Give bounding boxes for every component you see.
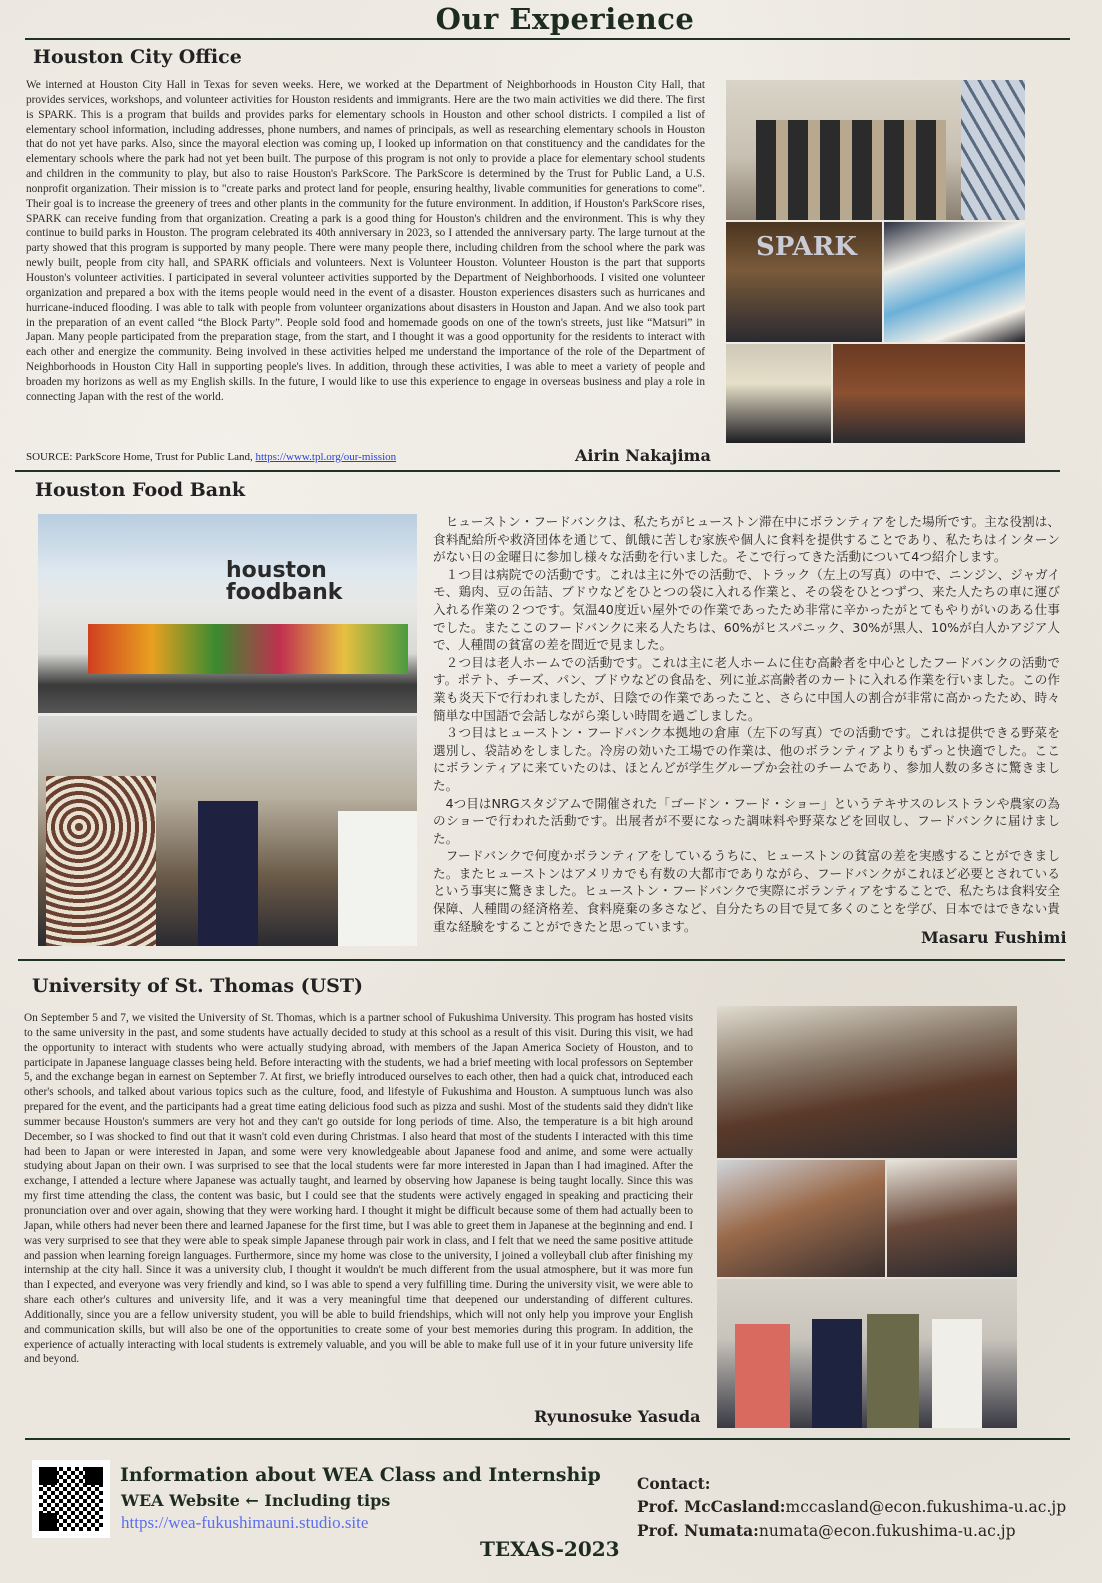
author-signature: Masaru Fushimi xyxy=(921,928,1067,947)
photo-ust-lunch xyxy=(717,1006,1017,1158)
food-bank-paragraph: ヒューストン・フードバンクは、私たちがヒューストン滞在中にボランティアをした場所です。主な役割は、食料配給所や救済団体を通じて、飢餓に苦しむ家族や個人に食料を提供することであり、私たちはインターンがない日の金曜日に参加し様々な活動を行いました。そこで行ってきた活動について4つ紹介します。 xyxy=(433,514,1060,565)
author-signature: Airin Nakajima xyxy=(575,446,711,465)
photo-volunteer-office xyxy=(726,344,831,443)
website-label: WEA Website ← Including tips xyxy=(121,1491,391,1510)
footer-divider xyxy=(25,1438,1070,1440)
author-signature: Ryunosuke Yasuda xyxy=(534,1407,701,1426)
section-heading-food-bank: Houston Food Bank xyxy=(35,479,246,501)
photo-food-bank-warehouse xyxy=(38,716,417,946)
contact-row xyxy=(637,1495,1066,1519)
section-heading-ust: University of St. Thomas (UST) xyxy=(32,975,364,997)
ust-body: On September 5 and 7, we visited the University of St. Thomas, which is a partner school of Fukushima University. This program has hosted visits to the same university in the past, and some students have actually decided to study at this school as a result of this visit. During this visit, we had the opportunity to interact with students who were actually studying abroad, with members of the Japan America Society of Houston, and to participate in Japanese language classes being held. Before interacting with the students, we had a brief meeting with local professors on September 5, and the exchange began in earnest on September 7. At first, we briefly introduced ourselves to each other, then had a quick chat, introduced each other's schools, and talked about various topics such as the culture, food, and lifestyle of Fukushima and Houston. A sumptuous lunch was also prepared for the event, and the participants had a great time eating delicious food such as pizza and sushi. Most of the students said they didn't like summer because Houston's summers are very hot and they can't go outside for long periods of time. Also, the temperature is a bit high around December, so I was shocked to find out that it wasn't cold even during Christmas. I also heard that most of the students I interacted with this time had been to Japan or were interested in Japan, and some were very knowledgeable about Japanese food and anime, and some were actually studying about Japan on their own. I was surprised to see that the local students were far more interested in Japan than I had imagined. After the exchange, I attended a lecture where Japanese was actually taught, and learned by observing how Japanese is being taught locally. Since this was my first time attending the class, the content was basic, but I could see that the students were actively engaged in speaking and practicing their pronunciation over and over again, showing that they were working hard. I thought it might be difficult because some of them had actually been to Japan, while others had never been there and learned Japanese for the first time, but I was able to greet them in Japanese at the beginning and end. I was very surprised to see that they were able to speak simple Japanese through pair work in class, and I felt that we need the same positive attitude and passion when learning foreign languages. Furthermore, since my home was close to the university, I joined a volleyball club after finishing my internship at the city hall. Since it was a university club, I thought it wouldn't be much different from the usual atmosphere, but it was more fun than I expected, and everyone was very friendly and kind, so I was able to spend a very fulfilling time. During the university visit, we were able to share each other's cultures and university life, and it was a very meaningful time that deepened our understanding of different cultures. Additionally, since you are a fellow university student, you will be able to build friendships, which will not only help you improve your English and communication skills, but will also be one of the opportunities to create some of your best memories during this program. In addition, the experience of actually interacting with local students is extremely valuable, and you will be able to make full use of it in your future university life and beyond. xyxy=(24,1012,693,1366)
photo-ust-group xyxy=(717,1279,1017,1428)
section-divider xyxy=(18,959,1065,961)
poster-title: Our Experience xyxy=(435,2,695,36)
contact-label: Contact: xyxy=(637,1474,711,1493)
contact-name: Prof. McCasland: xyxy=(637,1497,786,1516)
photo-anniversary-cake xyxy=(884,222,1025,342)
contact-email[interactable]: numata@econ.fukushima-u.ac.jp xyxy=(758,1522,1016,1540)
food-bank-paragraph: ２つ目は老人ホームでの活動です。これは主に老人ホームに住む高齢者を中心としたフードバンクの活動です。ポテト、チーズ、パン、ブドウなどの食品を、列に並ぶ高齢者のカートに入れる作業を行いました。この作業も炎天下で行われましたが、日陰での作業であったこと、さらに中国人の割合が非常に高かったため、時々簡単な中国語で会話しながら楽しい時間を過ごしました。 xyxy=(433,654,1060,723)
title-divider xyxy=(25,38,1070,40)
food-bank-paragraph: フードバンクで何度かボランティアをしているうちに、ヒューストンの貧富の差を実感することができました。またヒューストンはアメリカでも有数の大都市でありながら、フードバンクがこれほど必要とされているという事実に驚きました。ヒューストン・フードバンクで実際にボランティアをすることで、私たちは食料安全保障、人種間の経済格差、食料廃棄の多さなど、自分たちの目で見て多くのことを学び、日本ではできない貴重な経験をすることができたと思っています。 xyxy=(433,848,1060,934)
photo-spark-anniversary: SPARK xyxy=(726,222,882,342)
qr-code-icon[interactable] xyxy=(32,1460,110,1538)
footer-year: TEXAS-2023 xyxy=(480,1537,620,1561)
photo-food-bank-truck xyxy=(38,514,417,713)
section-divider xyxy=(15,470,1060,472)
contact-email[interactable]: mccasland@econ.fukushima-u.ac.jp xyxy=(785,1498,1067,1516)
source-label: SOURCE: ParkScore Home, Trust for Public Land, xyxy=(26,451,253,463)
photo-ust-selfie xyxy=(717,1160,885,1277)
photo-ust-class xyxy=(887,1160,1017,1277)
food-bank-paragraph: ３つ目はヒューストン・フードバンク本拠地の倉庫（左下の写真）での活動です。これは提供できる野菜を選別し、袋詰めをしました。冷房の効いた工場での作業は、他のボランティアよりもずっと快適でした。ここにボランティアに来ていたのは、ほとんどが学生グループか会社のチームであり、参加人数の多さに驚きました。 xyxy=(433,725,1060,793)
food-bank-body xyxy=(433,513,1060,935)
info-heading: Information about WEA Class and Internship xyxy=(120,1464,601,1486)
photo-city-hall-group xyxy=(726,80,1025,220)
contact-name: Prof. Numata: xyxy=(637,1521,759,1540)
food-bank-paragraph: 4つ目はNRGスタジアムで開催された「ゴードン・フード・ショー」というテキサスのレストランや農家の為のショーで行われた活動です。出展者が不要になった調味料や野菜などを回収し、フードバンクに届けました。 xyxy=(433,795,1060,846)
photo-certificates-group xyxy=(833,344,1025,443)
source-link[interactable]: https://www.tpl.org/our-mission xyxy=(255,451,397,463)
contact-row xyxy=(637,1519,1066,1543)
website-link[interactable]: https://wea-fukushimauni.studio.site xyxy=(121,1513,369,1532)
truck-logo-text: houston foodbank xyxy=(226,558,343,605)
source-citation xyxy=(26,451,396,463)
city-office-body: We interned at Houston City Hall in Texas for seven weeks. Here, we worked at the Department of Neighborhoods in Houston City Hall, that provides services, workshops, and volunteer activities for Houston residents and immigrants. Here are the two main activities we did there. The first is SPARK. This is a program that builds and provides parks for elementary schools in Houston and other school districts. I compiled a list of elementary school information, including addresses, phone numbers, and names of principals, as well as researching elementary schools in Houston that do not yet have parks. Also, since the mayoral election was coming up, I looked up information on that constituency and the candidates for the elementary schools where the park had not yet been built. The purpose of this program is not only to provide a place for elementary school students and children in the community to play, but also to raise Houston's ParkScore. The ParkScore is determined by the Trust for Public Land, a U.S. nonprofit organization. Their mission is to "create parks and protect land for people, ensuring healthy, livable communities for generations to come". Their goal is to increase the greenery of trees and other plants in the community for the future environment. In addition, if Houston's ParkScore rises, SPARK can receive funding from that organization. Creating a park is a good thing for Houston's children and the environment. This is why they continue to build parks in Houston. The program celebrated its 40th anniversary in 2023, so I attended the anniversary party. The large turnout at the party showed that this program is supported by many people. There were many people there, including children from the school where the park was newly built, people from city hall, and SPARK officials and volunteers. Next is Volunteer Houston. Volunteer Houston is the part that supports Houston's volunteer activities. I participated in several volunteer activities supported by the Department of Neighborhoods. I visited one volunteer organization and prepared a box with the items people would need in the event of a disaster. Houston experiences disasters such as hurricanes and hurricane-induced flooding. I was able to talk with people from volunteer organizations about disasters in Houston and Japan. And we also took part in the preparation of an event called “the Block Party”. People sold food and homemade goods on one of the town's streets, just like “Matsuri” in Japan. Many people participated from the preparation stage, from the start, and I thought it was a good opportunity for the residents to interact with each other and energize the community. Being involved in these activities helped me understand the importance of the role of the Department of Neighborhoods in Houston City Hall in supporting people's lives. In addition, through these activities, I was able to meet a variety of people and broaden my horizons as well as my English skills. In the future, I would like to use this experience to engage in overseas business and play a role in connecting Japan with the rest of the world. xyxy=(26,79,705,403)
section-heading-city-office: Houston City Office xyxy=(33,46,242,68)
food-bank-paragraph: １つ目は病院での活動です。これは主に外での活動で、トラック（左上の写真）の中で、ニンジン、ジャガイモ、鶏肉、豆の缶詰、ブドウなどをひとつの袋に入れる作業と、その袋をひとつずつ、来た人たちの車に運び入れる作業の２つです。気温40度近い屋外での作業であったため非常に辛かったがとてもやりがいのある仕事でした。またここのフードバンクに来る人たちは、60%がヒスパニック、30%が黒人、10%が白人かアジア人で、人種間の貧富の差を間近で見ました。 xyxy=(433,566,1060,653)
contact-block xyxy=(637,1472,1066,1543)
